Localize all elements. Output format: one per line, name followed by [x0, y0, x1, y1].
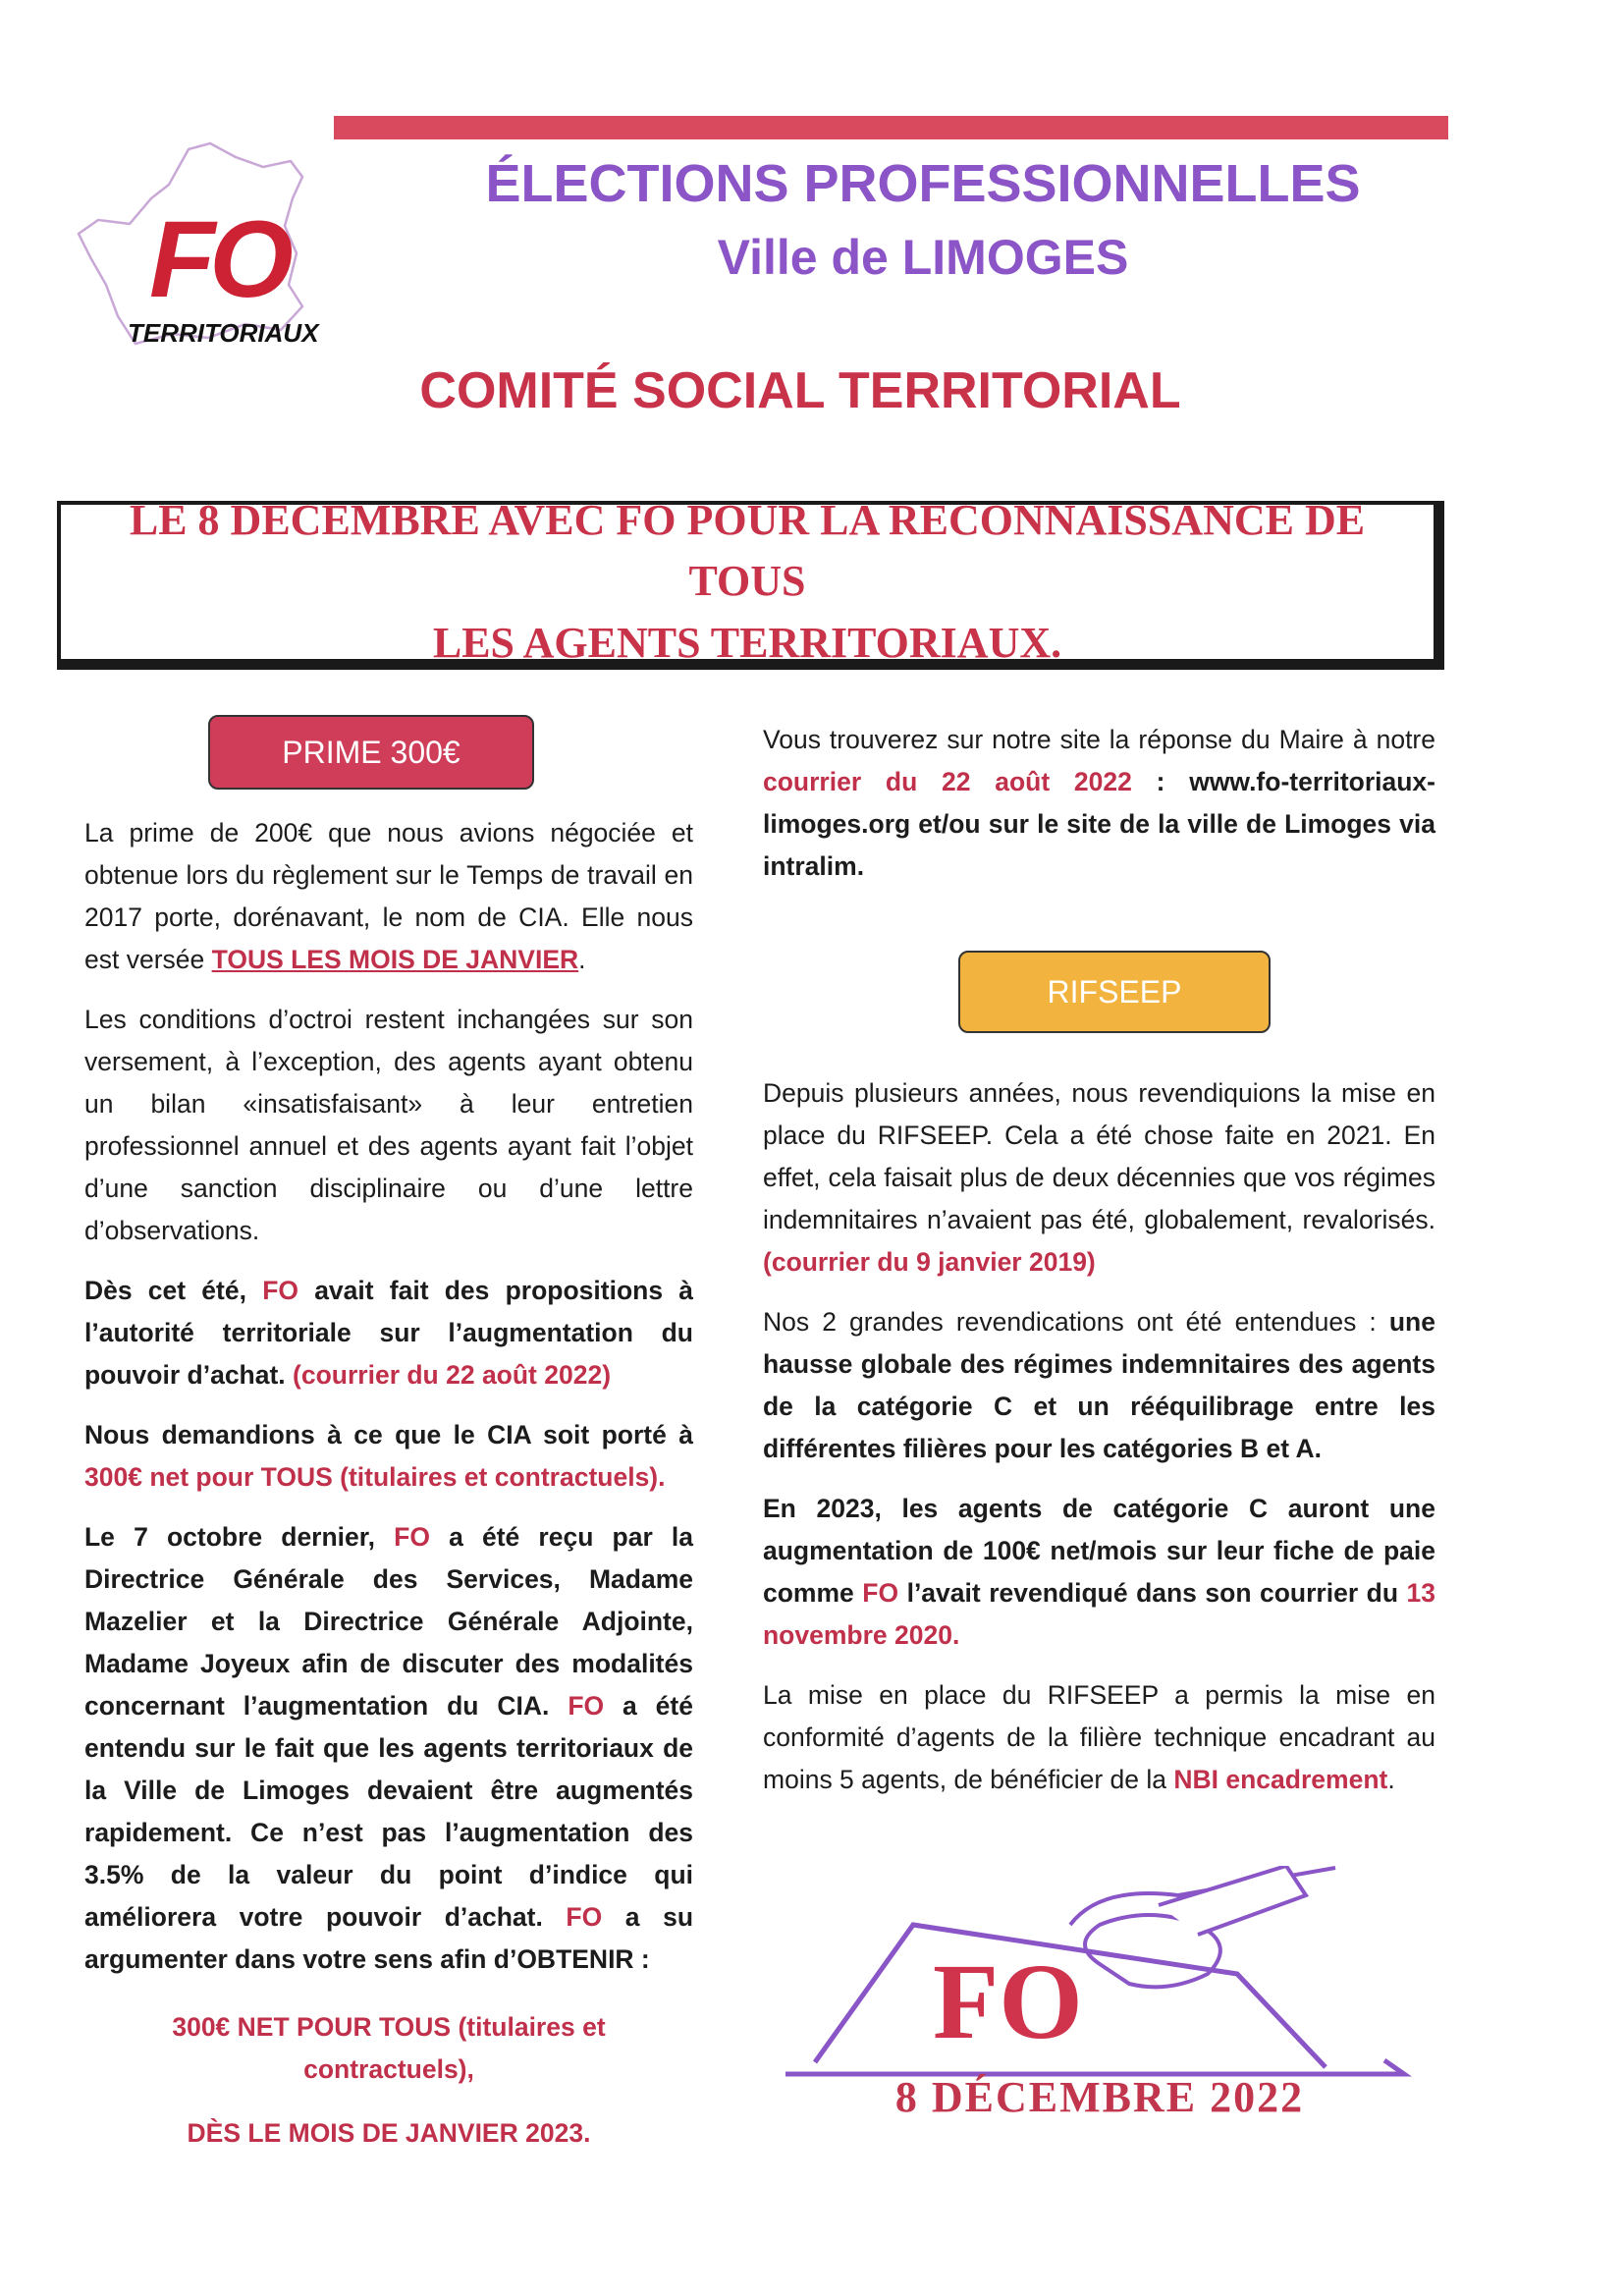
headline-banner	[57, 495, 1444, 670]
paragraph	[763, 719, 1435, 888]
conclusion-line-2: DÈS LE MOIS DE JANVIER 2023.	[187, 2118, 591, 2148]
text: : www.fo-territoriaux-limoges.org et/ou sur le site de la ville de Limoges via intralim.	[763, 767, 1435, 881]
highlight: FO	[862, 1578, 899, 1608]
paragraph	[84, 1516, 693, 1981]
text: a été entendu sur le fait que les agents territoriaux de la Ville de Limoges devaient être augmentés rapidement. Ce n’est pas l’augmentation des 3.5% de la valeur du point d’indice qui améliorera votre pouvoir d’achat.	[84, 1691, 693, 1932]
logo-text: FO	[149, 199, 288, 320]
text: Vous trouverez sur notre site la réponse du Maire à notre	[763, 725, 1435, 754]
text-bold: une hausse globale des régimes indemnitaires des agents de la catégorie C et un rééquilibrage entre les différentes filières pour les catégories B et A.	[763, 1307, 1435, 1463]
badge-prime: PRIME 300€	[208, 715, 534, 790]
text: Depuis plusieurs années, nous revendiquions la mise en place du RIFSEEP. Cela a été chose faite en 2021. En effet, cela faisait plus de deux décennies que vos régimes indemnitaires n’avaient pas été, globalement, revalorisés.	[763, 1078, 1435, 1234]
text: La mise en place du RIFSEEP a permis la mise en conformité d’agents de la filière technique encadrant au moins 5 agents, de bénéficier de la	[763, 1680, 1435, 1794]
paragraph	[84, 1414, 693, 1499]
paragraph: Les conditions d’octroi restent inchangées sur son versement, à l’exception, des agents ayant obtenu un bilan «insatisfaisant» à leur entretien professionnel annuel et des agents ayant fait l’objet d’une sanction disciplinaire ou d’une lettre d’observations.	[84, 1005, 693, 1245]
highlight: courrier du 22 août 2022	[763, 767, 1132, 796]
conclusion-line-1: 300€ NET POUR TOUS (titulaires et contractuels),	[172, 2012, 606, 2084]
ballot-letters: FO	[933, 1941, 1083, 2061]
text: Le 7 octobre dernier,	[84, 1522, 395, 1552]
text: a été reçu par la Directrice Générale des Services, Madame Mazelier et la Directrice Générale Adjointe, Madame Joyeux afin de discuter des modalités concernant l’augmentation du CIA.	[84, 1522, 693, 1721]
text: Nos 2 grandes revendications ont été entendues :	[763, 1307, 1389, 1337]
header-rule	[334, 116, 1448, 139]
right-column	[763, 719, 1435, 905]
paragraph	[84, 1270, 693, 1396]
text: .	[1387, 1765, 1395, 1794]
title-committee: COMITÉ SOCIAL TERRITORIAL	[419, 362, 1181, 419]
headline-line-1: LE 8 DECEMBRE AVEC FO POUR LA RECONNAISSANCE DE TOUS	[129, 495, 1366, 606]
title-elections: ÉLECTIONS PROFESSIONNELLES	[485, 154, 1361, 213]
highlight: 13 novembre 2020.	[763, 1578, 1435, 1650]
paragraph	[763, 1488, 1435, 1657]
text: La prime de 200€ que nous avions négociée et obtenue lors du règlement sur le Temps de travail en 2017 porte, dorénavant, le nom de CIA. Elle nous est versée	[84, 818, 693, 974]
highlight: TOUS LES MOIS DE JANVIER	[211, 945, 579, 974]
election-date: 8 DÉCEMBRE 2022	[894, 2073, 1305, 2121]
paragraph	[763, 1301, 1435, 1470]
title-city: Ville de LIMOGES	[717, 230, 1129, 285]
highlight: (courrier du 22 août 2022)	[293, 1360, 612, 1390]
highlight: NBI encadrement	[1173, 1765, 1388, 1794]
paragraph	[84, 812, 693, 981]
highlight: FO	[566, 1902, 603, 1932]
fo-logo	[71, 137, 336, 363]
highlight: (courrier du 9 janvier 2019)	[763, 1247, 1096, 1277]
text: Nous demandions à ce que le CIA soit porté à	[84, 1420, 693, 1449]
logo-subtitle: TERRITORIAUX	[128, 318, 319, 348]
text: .	[578, 945, 586, 974]
highlight: 300€ net pour TOUS (titulaires et contractuels).	[84, 1462, 666, 1492]
paragraph	[763, 1674, 1435, 1801]
text: En 2023, les agents de catégorie C auront une augmentation de 100€ net/mois sur leur fiche de paie comme	[763, 1494, 1435, 1608]
text: Dès cet été,	[84, 1276, 263, 1305]
text: avait fait des propositions à l’autorité territoriale sur l’augmentation du pouvoir d’achat.	[84, 1276, 694, 1390]
headline-line-2: LES AGENTS TERRITORIAUX.	[432, 618, 1062, 667]
headline-text	[61, 490, 1434, 674]
highlight: FO	[262, 1276, 298, 1305]
text: a su argumenter dans votre sens afin d’OBTENIR :	[84, 1902, 694, 1974]
text: l’avait revendiqué dans son courrier du	[898, 1578, 1407, 1608]
highlight: FO	[568, 1691, 605, 1721]
right-column-body	[763, 1072, 1435, 1819]
highlight: FO	[394, 1522, 430, 1552]
left-column	[84, 812, 693, 2172]
paragraph	[763, 1072, 1435, 1284]
badge-rifseep: RIFSEEP	[958, 951, 1271, 1033]
